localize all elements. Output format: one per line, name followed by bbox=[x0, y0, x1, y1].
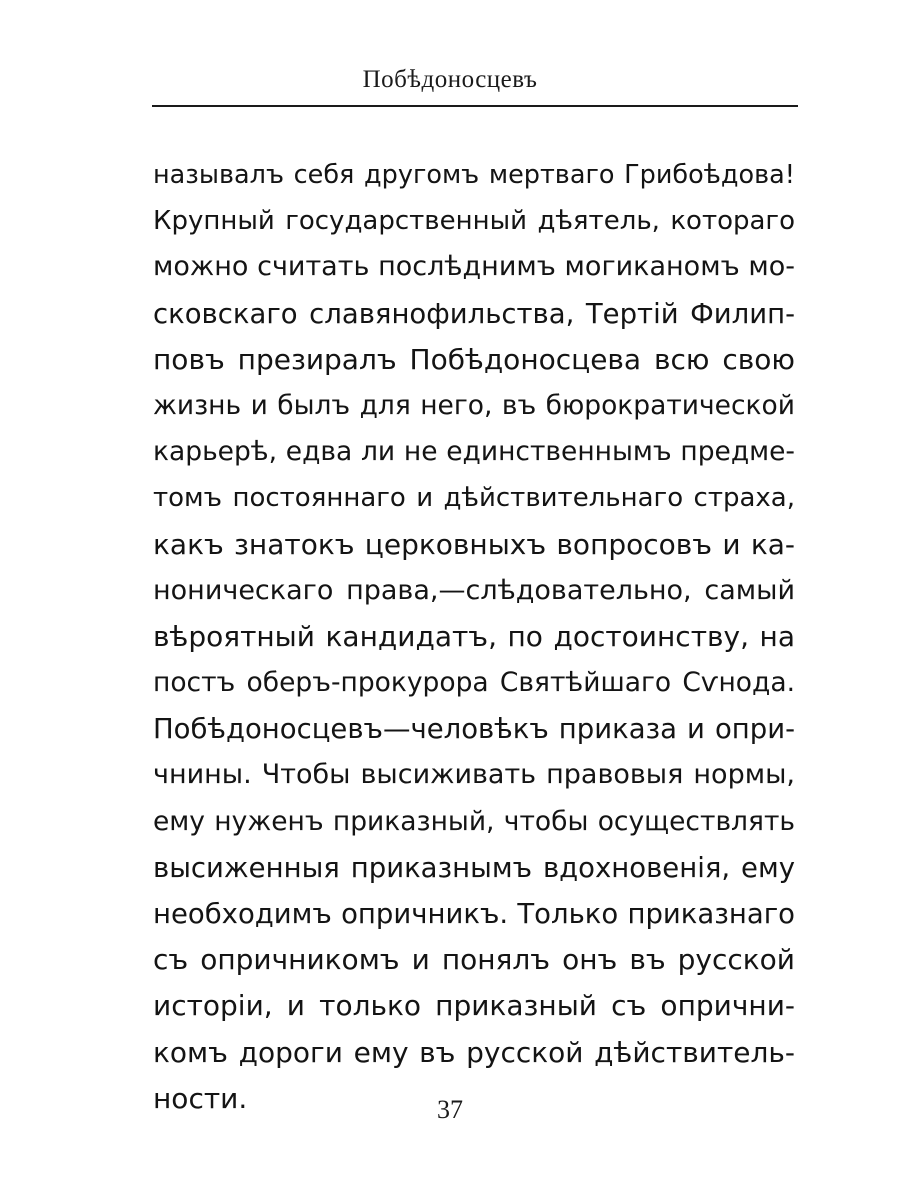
text-line: Крупный государственный дѣятель, котораго bbox=[153, 206, 795, 237]
text-line: карьерѣ, едва ли не единственнымъ предме- bbox=[153, 436, 795, 468]
header-rule bbox=[152, 105, 798, 107]
text-line: жизнь и былъ для него, въ бюрократической bbox=[153, 389, 795, 421]
text-line: Побѣдоносцевъ—человѣкъ приказа и опри- bbox=[153, 713, 795, 746]
text-line: ности. bbox=[153, 1081, 248, 1115]
text-line: вѣроятный кандидатъ, по достоинству, на bbox=[153, 619, 795, 653]
text-line: чнины. Чтобы высиживать правовыя нормы, bbox=[153, 759, 795, 791]
text-line: постъ оберъ-прокурора Святѣйшаго Сѵнода. bbox=[153, 667, 795, 699]
text-line: комъ дороги ему въ русской дѣйствитель- bbox=[153, 1035, 795, 1069]
text-line: высиженныя приказнымъ вдохновенія, ему bbox=[153, 851, 795, 884]
body-text bbox=[153, 152, 795, 1122]
text-line: исторіи, и только приказный съ опрични- bbox=[153, 989, 795, 1023]
text-line: ему нуженъ приказный, чтобы осуществлять bbox=[153, 805, 795, 837]
text-line: томъ постояннаго и дѣйствительнаго страха, bbox=[153, 483, 795, 514]
text-line: называлъ себя другомъ мертваго Грибоѣдова! bbox=[153, 160, 795, 190]
text-line: повъ презиралъ Побѣдоносцева всю свою bbox=[153, 342, 795, 376]
page-number: 37 bbox=[437, 1095, 463, 1124]
text-line: съ опричникомъ и понялъ онъ въ русской bbox=[153, 943, 795, 977]
text-line: какъ знатокъ церковныхъ вопросовъ и ка- bbox=[153, 527, 795, 561]
text-line: ноническаго права,—слѣдовательно, самый bbox=[153, 574, 795, 606]
text-line: можно считать послѣднимъ могиканомъ мо- bbox=[153, 251, 795, 283]
text-line: сковскаго славянофильства, Тертій Филип- bbox=[153, 297, 795, 330]
running-head-title: Побѣдоносцевъ bbox=[362, 66, 538, 93]
text-line: необходимъ опричникъ. Только приказнаго bbox=[153, 898, 795, 930]
